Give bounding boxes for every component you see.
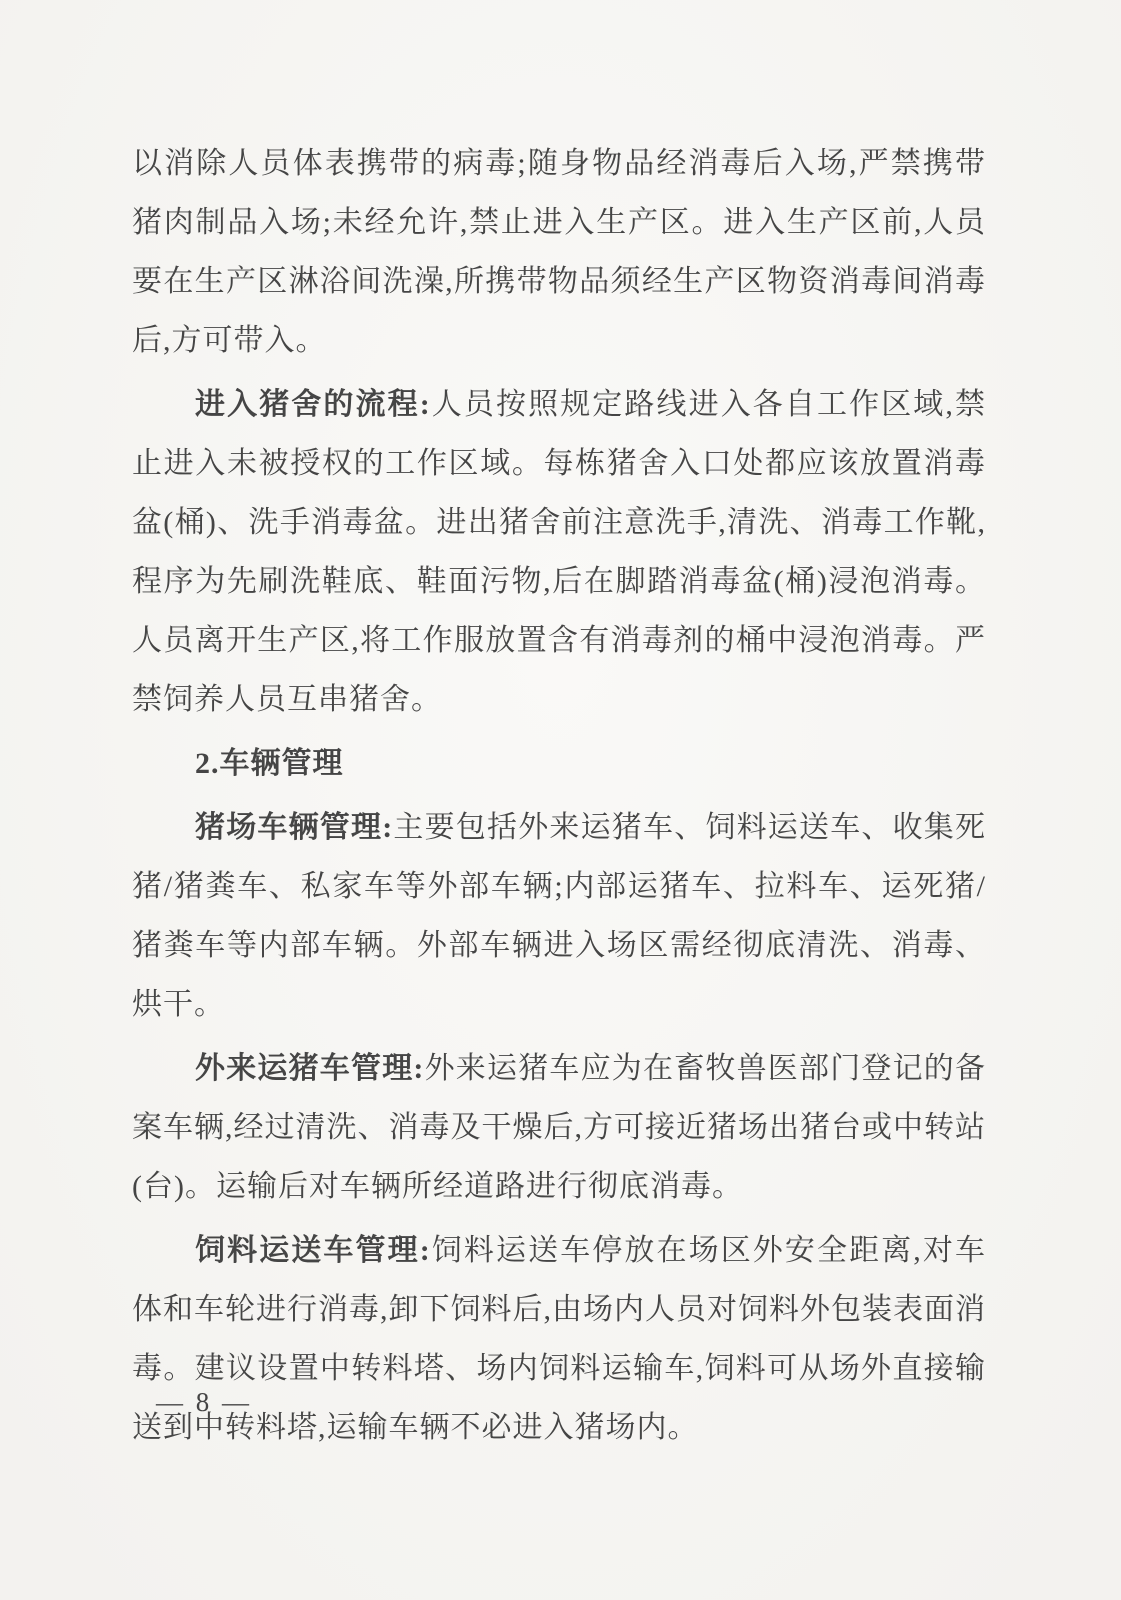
paragraph-continuation xyxy=(132,134,986,370)
paragraph-text: 主要包括外来运猪车、饲料运送车、收集死猪/猪粪车、私家车等外部车辆;内部运猪车、拉料车、运死猪/猪粪车等内部车辆。外部车辆进入场区需经彻底清洗、消毒、烘干。 xyxy=(132,811,987,1021)
paragraph-lead: 外来运猪车管理: xyxy=(195,1052,425,1085)
page-number-text: — 8 — xyxy=(156,1387,252,1417)
section-heading-text: 2.车辆管理 xyxy=(195,747,344,780)
paragraph-text: 人员按照规定路线进入各自工作区域,禁止进入未被授权的工作区域。每栋猪舍入口处都应该放置消毒盆(桶)、洗手消毒盆。进出猪舍前注意洗手,清洗、消毒工作靴,程序为先刷洗鞋底、鞋面污物,后在脚踏消毒盆(桶)浸泡消毒。人员离开生产区,将工作服放置含有消毒剂的桶中浸泡消毒。严禁饲养人员互串猪舍。 xyxy=(132,388,987,716)
paragraph-text: 饲料运送车停放在场区外安全距离,对车体和车轮进行消毒,卸下饲料后,由场内人员对饲料外包装表面消毒。建议设置中转料塔、场内饲料运输车,饲料可从场外直接输送到中转料塔,运输车辆不必进入猪场内。 xyxy=(132,1234,987,1444)
paragraph-lead: 饲料运送车管理: xyxy=(195,1234,431,1267)
paragraph-external-pig-truck-management xyxy=(132,1039,986,1216)
section-heading-vehicle-management xyxy=(132,734,986,793)
paragraph-feed-truck-management xyxy=(132,1221,986,1457)
paragraph-pig-house-entry-procedure xyxy=(132,375,986,729)
page-number xyxy=(156,1386,252,1418)
paragraph-text: 外来运猪车应为在畜牧兽医部门登记的备案车辆,经过清洗、消毒及干燥后,方可接近猪场出猪台或中转站(台)。运输后对车辆所经道路进行彻底消毒。 xyxy=(132,1052,986,1203)
paragraph-lead: 进入猪舍的流程: xyxy=(195,388,431,421)
paragraph-text: 以消除人员体表携带的病毒;随身物品经消毒后入场,严禁携带猪肉制品入场;未经允许,禁止进入生产区。进入生产区前,人员要在生产区淋浴间洗澡,所携带物品须经生产区物资消毒间消毒后,方可带入。 xyxy=(132,147,986,357)
paragraph-lead: 猪场车辆管理: xyxy=(195,811,394,844)
document-body xyxy=(132,134,986,1462)
paragraph-farm-vehicle-management xyxy=(132,798,986,1034)
